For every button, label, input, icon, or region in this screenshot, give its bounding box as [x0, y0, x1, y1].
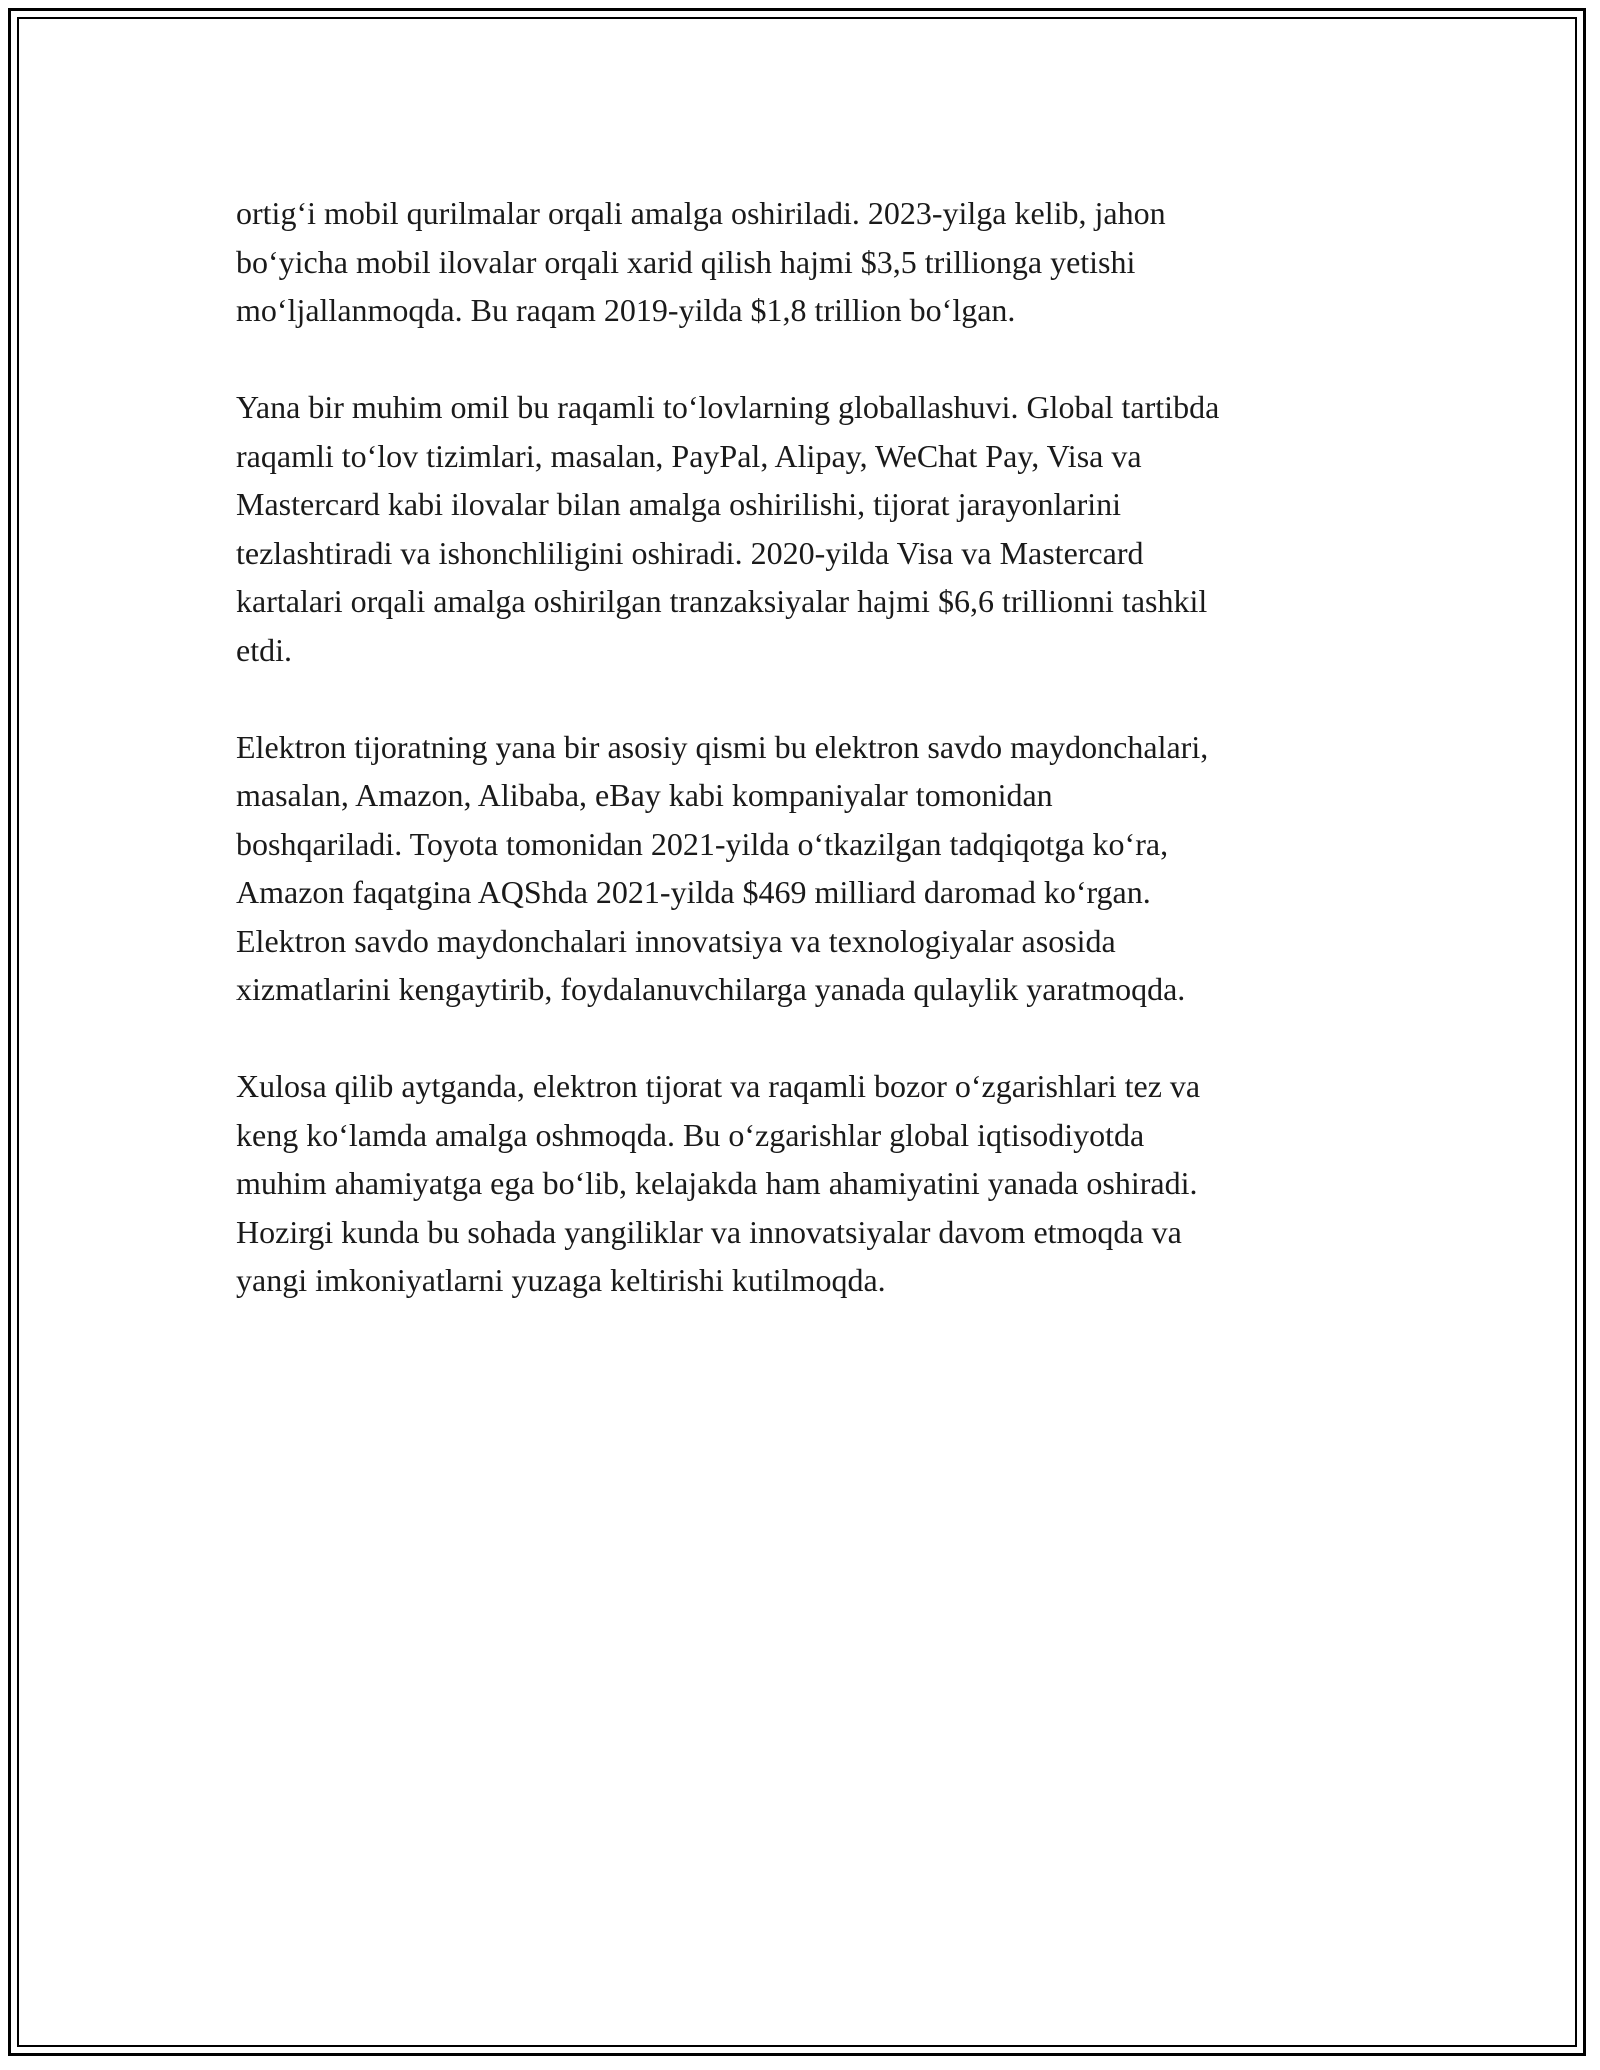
text-line: Elektron tijoratning yana bir asosiy qismi bu elektron savdo maydonchalari, — [236, 728, 1209, 765]
text-line: mo‘ljallanmoqda. Bu raqam 2019-yilda $1,8 trillion bo‘lgan. — [236, 292, 1016, 328]
text-line: Elektron savdo maydonchalari innovatsiya va texnologiyalar asosida — [236, 922, 1116, 959]
text-line: Hozirgi kunda bu sohada yangiliklar va innovatsiyalar davom etmoqda va — [236, 1213, 1182, 1250]
text-line: muhim ahamiyatga ega bo‘lib, kelajakda ham ahamiyatini yanada oshiradi. — [236, 1165, 1198, 1201]
text-line: tezlashtiradi va ishonchliligini oshiradi. 2020-yilda Visa va Mastercard — [236, 534, 1144, 571]
text-line: Mastercard kabi ilovalar bilan amalga oshirilishi, tijorat jarayonlarini — [236, 486, 1122, 522]
paragraph-conclusion — [236, 1062, 1376, 1305]
text-line: bo‘yicha mobil ilovalar orqali xarid qilish hajmi $3,5 trillionga yetishi — [236, 243, 1136, 280]
paragraph-marketplaces — [236, 723, 1376, 1014]
text-line: raqamli to‘lov tizimlari, masalan, PayPal, Alipay, WeChat Pay, Visa va — [236, 437, 1142, 474]
document-body — [236, 189, 1376, 1353]
text-line: kartalari orqali amalga oshirilgan tranzaksiyalar hajmi $6,6 trillionni tashkil — [236, 583, 1208, 619]
text-line: Xulosa qilib aytganda, elektron tijorat va raqamli bozor o‘zgarishlari tez va — [236, 1068, 1201, 1104]
paragraph-mobile-commerce — [236, 189, 1376, 335]
text-line: boshqariladi. Toyota tomonidan 2021-yilda o‘tkazilgan tadqiqotga ko‘ra, — [236, 825, 1169, 862]
text-line: xizmatlarini kengaytirib, foydalanuvchilarga yanada qulaylik yaratmoqda. — [236, 971, 1186, 1007]
text-line: keng ko‘lamda amalga oshmoqda. Bu o‘zgarishlar global iqtisodiyotda — [236, 1116, 1145, 1153]
text-line: Yana bir muhim omil bu raqamli to‘lovlarning globallashuvi. Global tartibda — [236, 389, 1220, 425]
text-line: Amazon faqatgina AQShda 2021-yilda $469 milliard daromad ko‘rgan. — [236, 874, 1151, 910]
paragraph-digital-payments — [236, 383, 1376, 674]
text-line: etdi. — [236, 631, 292, 668]
text-line: yangi imkoniyatlarni yuzaga keltirishi kutilmoqda. — [236, 1262, 886, 1298]
text-line: masalan, Amazon, Alibaba, eBay kabi kompaniyalar tomonidan — [236, 777, 1053, 813]
text-line: ortig‘i mobil qurilmalar orqali amalga oshiriladi. 2023-yilga kelib, jahon — [236, 195, 1166, 231]
